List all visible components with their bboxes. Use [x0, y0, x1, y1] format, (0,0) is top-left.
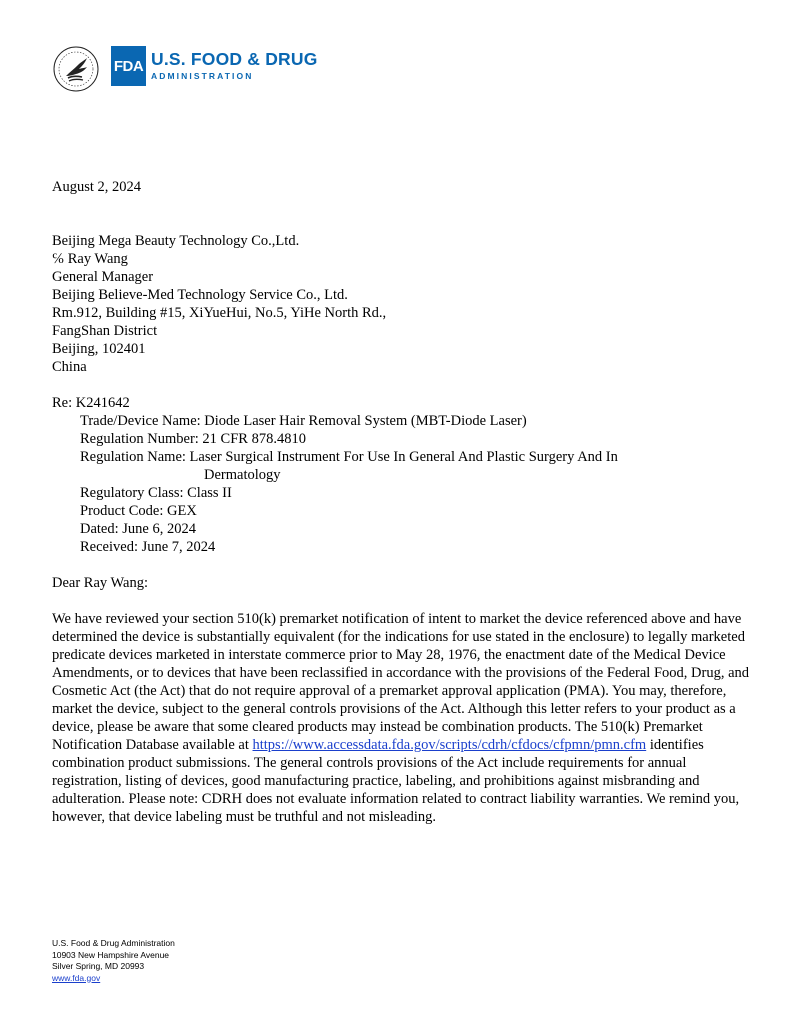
- agency-name: U.S. FOOD & DRUG: [151, 49, 318, 69]
- body-text-part-2: identifies combination product submissions. The general controls provisions of the Act include requirements for annual registration, listing of devices, good manufacturing practice, labeling, and prohibitions against misbranding and adulteration. Please note: CDRH does not evaluate information related to contract liability warranties. We remind you, however, that device labeling must be truthful and not misleading.: [52, 737, 740, 825]
- footer-line: 10903 New Hampshire Avenue: [52, 949, 170, 960]
- fda-website-link[interactable]: www.fda.gov: [52, 972, 101, 983]
- pmn-database-link[interactable]: https://www.accessdata.fda.gov/scripts/cdrh/cfdocs/cfpmn/pmn.cfm: [252, 737, 647, 753]
- regulation-name: Regulation Name: Laser Surgical Instrument For Use In General And Plastic Surgery And In: [80, 449, 618, 465]
- dated: Dated: June 6, 2024: [80, 521, 196, 537]
- recipient-line: China: [52, 359, 87, 375]
- recipient-line: Beijing Mega Beauty Technology Co.,Ltd.: [52, 233, 300, 249]
- footer-line: Silver Spring, MD 20993: [52, 961, 145, 971]
- salutation: Dear Ray Wang:: [52, 575, 149, 591]
- hhs-seal-icon: [52, 45, 100, 93]
- regulation-number: Regulation Number: 21 CFR 878.4810: [80, 431, 306, 447]
- regulation-name-continued: Dermatology: [204, 467, 281, 483]
- reference-block: [52, 394, 752, 556]
- received: Received: June 7, 2024: [80, 539, 216, 555]
- product-code: Product Code: GEX: [80, 503, 197, 519]
- recipient-line: FangShan District: [52, 323, 158, 339]
- recipient-line: Beijing Believe-Med Technology Service Co., Ltd.: [52, 287, 348, 303]
- recipient-line: General Manager: [52, 269, 154, 285]
- recipient-line: Rm.912, Building #15, XiYueHui, No.5, YiHe North Rd.,: [52, 305, 387, 321]
- recipient-line: Beijing, 102401: [52, 341, 146, 357]
- fda-logo-mark: FDA: [111, 46, 146, 86]
- trade-device-name: Trade/Device Name: Diode Laser Hair Removal System (MBT-Diode Laser): [80, 413, 527, 429]
- agency-subtitle: ADMINISTRATION: [151, 71, 254, 81]
- re-number: Re: K241642: [52, 395, 130, 411]
- body-text-part-1: We have reviewed your section 510(k) premarket notification of intent to market the device referenced above and have determined the device is substantially equivalent (for the indications for use stated in the enclosure) to legally marketed predicate devices marketed in interstate commerce prior to May 28, 1976, the enactment date of the Medical Device Amendments, or to devices that have been reclassified in accordance with the provisions of the Federal Food, Drug, and Cosmetic Act (the Act) that do not require approval of a premarket approval application (PMA). You may, therefore, market the device, subject to the general controls provisions of the Act. Although this letter refers to your product as a device, please be aware that some cleared products may instead be combination products. The 510(k) Premarket Notification Database available at: [52, 611, 749, 753]
- body-paragraph: [52, 610, 752, 826]
- letter-date: August 2, 2024: [52, 179, 142, 195]
- footer-line: U.S. Food & Drug Administration: [52, 938, 175, 948]
- recipient-address: [52, 232, 386, 376]
- recipient-line: ℅ Ray Wang: [52, 251, 128, 267]
- regulatory-class: Regulatory Class: Class II: [80, 485, 232, 501]
- footer-address: [52, 938, 175, 984]
